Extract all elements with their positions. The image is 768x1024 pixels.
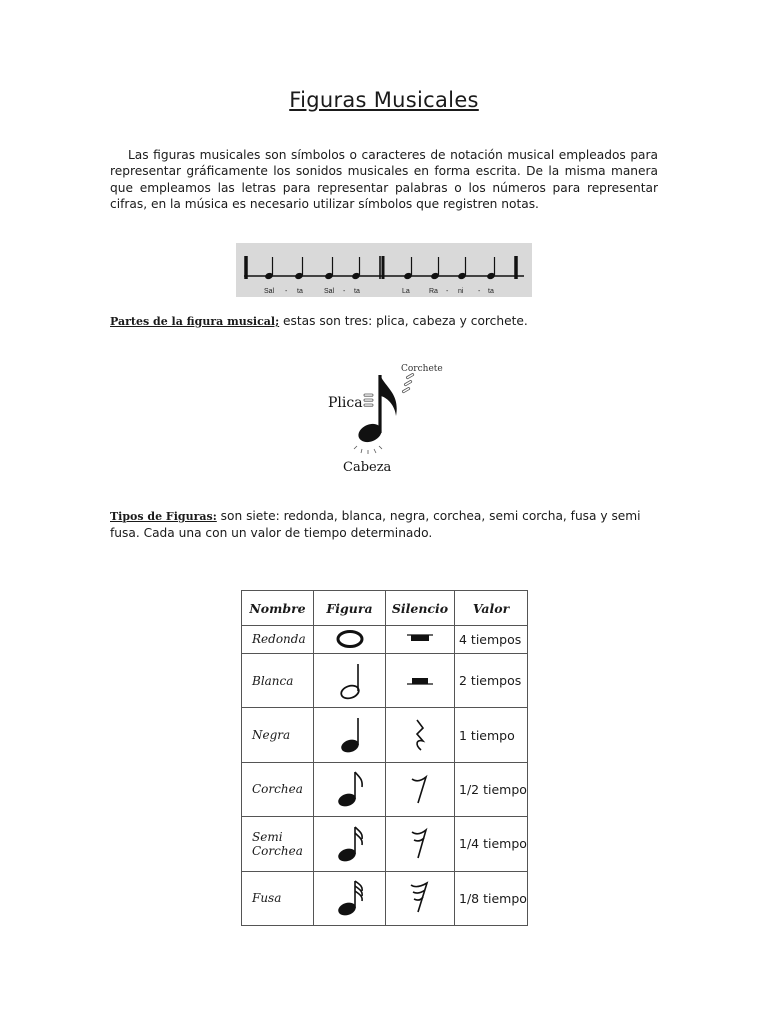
row-nombre: Semi Corchea [242,817,314,871]
redonda-icon [314,626,386,654]
row-nombre: Corchea [242,762,314,816]
table-row [242,817,528,871]
table-row [242,653,528,707]
figures-table-container [241,590,527,926]
types-label: Tipos de Figuras: [110,510,217,523]
intro-paragraph: Las figuras musicales son símbolos o caracteres de notación musical empleados para representar gráficamente los sonidos musicales en forma escrita. De la misma manera que empleamos las letras para representar palabras o los números para representar cifras, en la música es necesario utilizar símbolos que registren notas. [110,148,658,212]
parts-paragraph [110,313,665,330]
fusa-icon [314,871,386,925]
semicorchea-icon [314,817,386,871]
cabeza-label: Cabeza [343,460,392,475]
plica-label: Plica [328,395,363,411]
row-nombre: Blanca [242,653,314,707]
corchete-label: Corchete [401,364,443,374]
row-valor: 1/8 tiempo [455,871,528,925]
row-valor: 1 tiempo [455,708,528,762]
redonda-rest-icon [386,626,455,654]
table-row [242,626,528,654]
staff-syllable: Sal [324,288,335,295]
row-valor: 1/2 tiempo [455,762,528,816]
corchea-icon [314,762,386,816]
table-row [242,871,528,925]
staff-syllable: - [285,288,288,295]
row-valor: 2 tiempos [455,653,528,707]
parts-label: Partes de la figura musical; [110,315,280,328]
staff-syllable: - [478,288,481,295]
table-header-row [242,591,528,626]
staff-svg [236,243,532,297]
row-nombre: Negra [242,708,314,762]
staff-syllable: ta [354,288,360,295]
figures-table [241,590,528,926]
header-nombre: Nombre [242,591,314,626]
staff-syllable: - [343,288,346,295]
staff-syllable: Sal [264,288,275,295]
staff-syllable: Ra [429,288,438,295]
corchea-rest-icon [386,762,455,816]
table-row [242,762,528,816]
fusa-rest-icon [386,871,455,925]
header-silencio: Silencio [386,591,455,626]
staff-syllable: ta [297,288,303,295]
parts-text: estas son tres: plica, cabeza y corchete. [279,314,528,328]
staff-syllable: ta [488,288,494,295]
header-valor: Valor [455,591,528,626]
semicorchea-rest-icon [386,817,455,871]
staff-syllable: - [446,288,449,295]
row-nombre: Fusa [242,871,314,925]
staff-syllable: La [402,288,410,295]
blanca-icon [314,653,386,707]
types-paragraph [110,508,665,542]
header-figura: Figura [314,591,386,626]
row-valor: 4 tiempos [455,626,528,654]
staff-syllable: ni [458,288,464,295]
negra-rest-icon [386,708,455,762]
rhythm-staff-image [236,243,532,297]
row-nombre: Redonda [242,626,314,654]
corchete-shape [380,375,397,416]
page-title: Figuras Musicales [289,88,479,112]
negra-icon [314,708,386,762]
table-row [242,708,528,762]
note-parts-diagram [318,358,448,478]
row-valor: 1/4 tiempo [455,817,528,871]
blanca-rest-icon [386,653,455,707]
types-text: son siete: redonda, blanca, negra, corchea, semi corcha, fusa y semi fusa. Cada una con un valor de tiempo determinado. [110,509,641,541]
